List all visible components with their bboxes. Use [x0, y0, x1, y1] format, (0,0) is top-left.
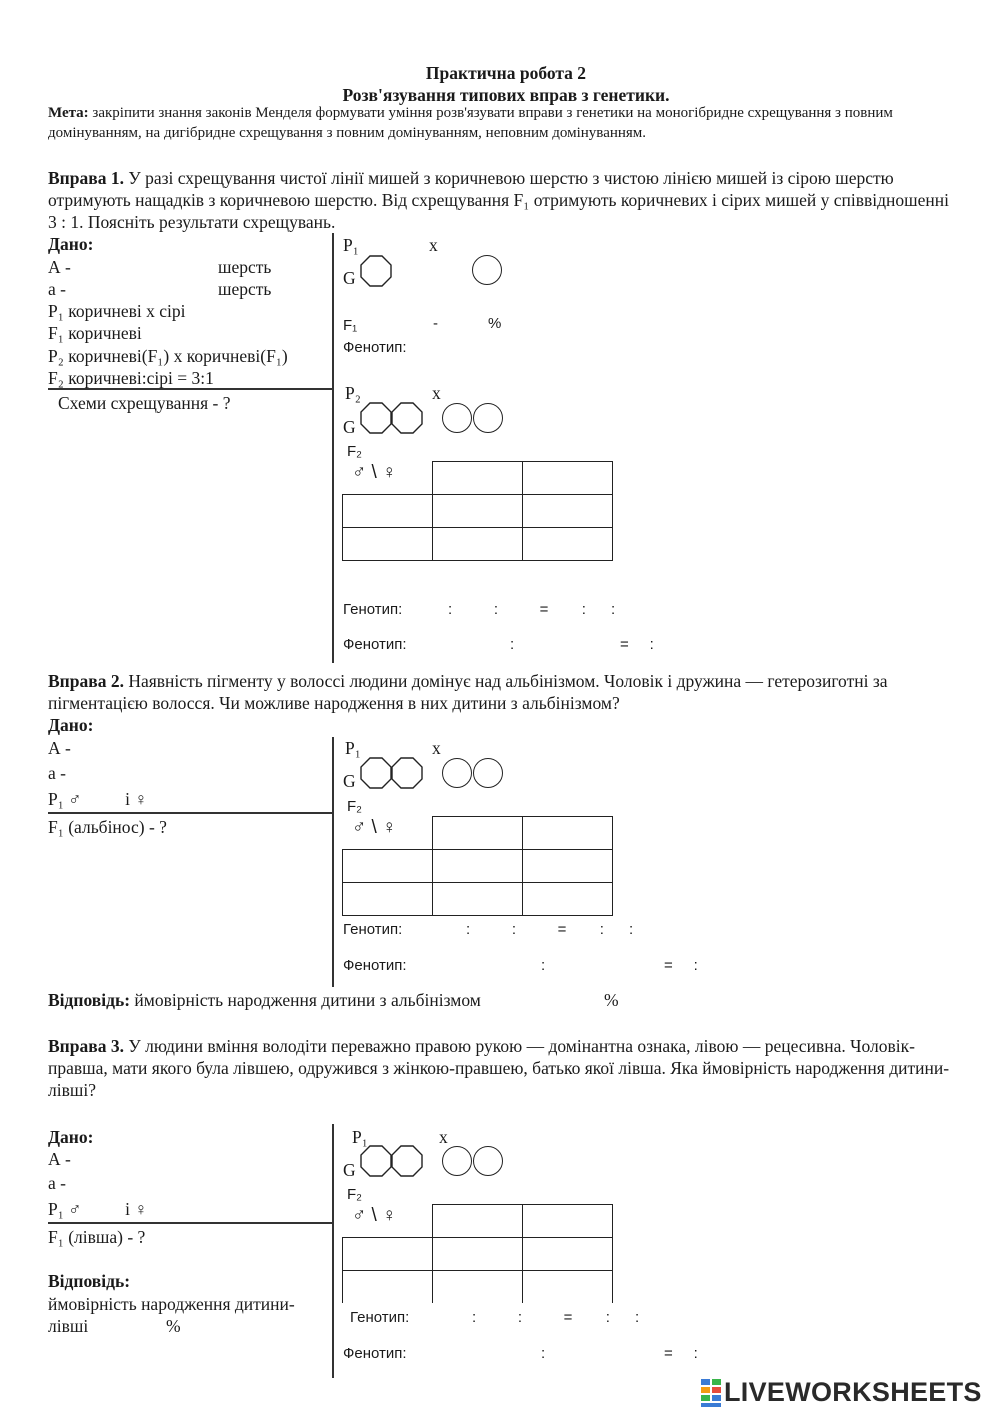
ex1-cell[interactable]	[433, 462, 523, 495]
ex1-p2-symbol: P₂	[345, 383, 361, 403]
ex3-punnett-grid	[342, 1204, 613, 1303]
ex2-answer-text: ймовірність народження дитини з альбінізмом	[130, 990, 481, 1010]
ex3-label: Вправа 3.	[48, 1036, 124, 1056]
ex3-cell[interactable]	[343, 1271, 433, 1304]
ex3-answer-label: Відповідь:	[48, 1271, 131, 1291]
goal-paragraph	[48, 103, 953, 143]
ex2-cell[interactable]	[343, 883, 433, 916]
ex1-gamete-2[interactable]	[391, 402, 423, 434]
ex2-phenotype-eq: = :	[664, 957, 698, 974]
ex1-cell[interactable]	[523, 495, 613, 528]
ex1-vertical-divider	[332, 233, 334, 663]
ex2-answer-pct: %	[604, 990, 619, 1010]
ex2-answer	[48, 989, 481, 1011]
ex2-genotype-marks: : : = : :	[466, 921, 634, 938]
ex1-fur-1: шерсть	[218, 257, 272, 277]
ex2-answer-label: Відповідь:	[48, 990, 131, 1010]
ex1-gamete-3[interactable]	[442, 403, 472, 433]
ex2-cell[interactable]	[343, 850, 433, 883]
ex1-gamete-1[interactable]	[360, 402, 392, 434]
ex1-given-label: Дано:	[48, 234, 94, 254]
ex1-phenotype-label: Фенотип:	[343, 636, 407, 653]
ex3-gene-a-lower: а -	[48, 1173, 66, 1193]
ex1-f1-symbol: F₁	[343, 317, 358, 334]
ex1-label: Вправа 1.	[48, 168, 124, 188]
ex3-phenotype-eq: = :	[664, 1345, 698, 1362]
ex3-p1-symbol: P₁	[352, 1127, 368, 1147]
ex1-genotype-label: Генотип:	[343, 601, 403, 618]
goal-label: Мета:	[48, 105, 89, 121]
ex3-p1-line: P₁ ♂ і ♀	[48, 1199, 148, 1219]
ex2-label: Вправа 2.	[48, 671, 124, 691]
ex2-phenotype-label: Фенотип:	[343, 957, 407, 974]
ex2-gene-a-upper: А -	[48, 738, 71, 758]
liveworksheets-logo-icon	[700, 1378, 722, 1408]
goal-text: закріпити знання законів Менделя формувати уміння розв'язувати вправи з генетики на моногібридне схрещування з повним домінуванням, на дигібридне схрещування з повним домінуванням, неповним домінуванням.	[48, 105, 893, 141]
ex3-given-divider	[48, 1222, 334, 1224]
ex1-p2-line: P₂ коричневі(F₁) х коричневі(F₁)	[48, 346, 288, 366]
ex1-phenotype-eq: = :	[620, 636, 654, 653]
ex1-g2-symbol: G	[343, 417, 356, 437]
ex3-male-female-header: ♂ \ ♀	[352, 1205, 397, 1226]
ex1-cell[interactable]	[433, 495, 523, 528]
ex1-p1-symbol: P₁	[343, 235, 359, 255]
ex3-answer-line1: ймовірність народження дитини-	[48, 1294, 295, 1314]
ex2-cross: х	[432, 738, 441, 758]
ex1-p1-line: P₁ коричневі х сірі	[48, 301, 186, 321]
ex2-cell[interactable]	[523, 850, 613, 883]
ex2-given-label: Дано:	[48, 715, 94, 735]
ex2-cell[interactable]	[523, 883, 613, 916]
ex3-cell[interactable]	[523, 1238, 613, 1271]
ex3-cell[interactable]	[433, 1205, 523, 1238]
ex2-male-female-header: ♂ \ ♀	[352, 817, 397, 838]
ex2-gamete-4[interactable]	[473, 758, 503, 788]
ex1-cell[interactable]	[343, 528, 433, 561]
ex1-f2-line: F₂ коричневі:сірі = 3:1	[48, 368, 214, 388]
ex2-gene-a-lower: а -	[48, 763, 66, 783]
ex1-g1-symbol: G	[343, 268, 356, 288]
ex1-statement	[48, 167, 953, 233]
ex2-given-divider	[48, 812, 334, 814]
ex3-answer-line2: лівші	[48, 1316, 89, 1336]
ex2-g-symbol: G	[343, 771, 356, 791]
page-subtitle: Розв'язування типових вправ з генетики.	[342, 85, 670, 105]
ex3-gamete-3[interactable]	[442, 1146, 472, 1176]
ex1-punnett-grid	[342, 461, 613, 561]
ex1-f1-dash: -	[433, 315, 438, 332]
ex2-cell[interactable]	[433, 883, 523, 916]
ex3-text: У людини вміння володіти переважно правою рукою — домінантна ознака, лівою — рецесивна. Чоловік-правша, мати якого була лівшею, одружився з жінкою-правшею, батько якої лівша. Яка ймовірність народження дитини-лівші?	[48, 1036, 950, 1100]
ex1-gene-a-upper: А -	[48, 257, 71, 277]
ex3-cross: х	[439, 1127, 448, 1147]
ex3-cell[interactable]	[343, 1238, 433, 1271]
ex1-gene-a-lower: а -	[48, 279, 66, 299]
ex3-f2-symbol: F₂	[347, 1186, 362, 1203]
ex2-statement	[48, 670, 963, 714]
ex1-f1-pct: %	[488, 315, 502, 332]
ex2-p1-line: P₁ ♂ і ♀	[48, 789, 148, 809]
ex3-genotype-label: Генотип:	[350, 1308, 413, 1328]
ex1-cross-2: х	[432, 383, 441, 403]
ex2-gamete-2[interactable]	[391, 757, 423, 789]
ex1-question: Схеми схрещування - ?	[58, 393, 231, 413]
ex3-cell[interactable]	[523, 1205, 613, 1238]
ex3-phenotype-colon: :	[541, 1345, 546, 1362]
ex2-cell[interactable]	[523, 817, 613, 850]
ex1-phenotype-colon: :	[510, 636, 515, 653]
ex1-cell[interactable]	[523, 528, 613, 561]
ex3-question: F₁ (лівша) - ?	[48, 1227, 146, 1247]
ex3-gamete-4[interactable]	[473, 1146, 503, 1176]
ex1-phenotype-f1-label: Фенотип:	[343, 339, 407, 356]
page-title: Практична робота 2	[425, 63, 587, 83]
ex2-cell[interactable]	[433, 817, 523, 850]
ex1-f2-symbol: F₂	[347, 443, 362, 460]
ex1-genotype-marks: : : = : :	[448, 601, 616, 618]
ex2-cell[interactable]	[433, 850, 523, 883]
ex3-phenotype-label: Фенотип:	[343, 1345, 407, 1362]
ex3-cell[interactable]	[523, 1271, 613, 1304]
ex1-f1-line: F₁ коричневі	[48, 323, 142, 343]
ex1-given-divider	[48, 388, 334, 390]
ex1-fur-2: шерсть	[218, 279, 272, 299]
ex1-cell[interactable]	[343, 495, 433, 528]
ex1-cross-1: х	[429, 235, 438, 255]
ex3-cell[interactable]	[433, 1271, 523, 1304]
ex1-gamete-p1-female[interactable]	[472, 255, 502, 285]
ex2-phenotype-colon: :	[541, 957, 546, 974]
ex1-gamete-4[interactable]	[473, 403, 503, 433]
ex3-g-symbol: G	[343, 1160, 356, 1180]
ex3-gene-a-upper: А -	[48, 1149, 71, 1169]
ex2-punnett-grid	[342, 816, 613, 916]
ex2-p1-symbol: P₁	[345, 738, 361, 758]
ex3-answer-pct: %	[166, 1316, 181, 1336]
ex2-question: F₁ (альбінос) - ?	[48, 817, 167, 837]
ex1-cell[interactable]	[433, 528, 523, 561]
ex2-vertical-divider	[332, 737, 334, 987]
ex1-gamete-p1-male[interactable]	[360, 255, 392, 287]
ex2-genotype-label: Генотип:	[343, 921, 403, 938]
ex2-f2-symbol: F₂	[347, 798, 362, 815]
ex1-text: У разі схрещування чистої лінії мишей з коричневою шерстю з чистою лінією мишей із сірою шерстю отримують нащадків з коричневою шерстю. Від схрещування F₁ отримують коричневих і сірих мишей у співвідношенні 3 : 1. Поясніть результати схрещувань.	[48, 168, 949, 232]
ex1-cell[interactable]	[523, 462, 613, 495]
ex2-gamete-3[interactable]	[442, 758, 472, 788]
ex3-gamete-2[interactable]	[391, 1145, 423, 1177]
ex3-statement	[48, 1035, 953, 1101]
ex2-gamete-1[interactable]	[360, 757, 392, 789]
ex3-given-label: Дано:	[48, 1127, 94, 1147]
ex2-text: Наявність пігменту у волоссі людини домінує над альбінізмом. Чоловік і дружина — гетерозиготні за пігментацією волосся. Чи можливе народження в них дитини з альбінізмом?	[48, 671, 888, 713]
ex3-vertical-divider	[332, 1124, 334, 1378]
ex3-gamete-1[interactable]	[360, 1145, 392, 1177]
ex3-cell[interactable]	[433, 1238, 523, 1271]
ex3-genotype-marks: : : = : :	[472, 1309, 640, 1326]
ex1-male-female-header: ♂ \ ♀	[352, 462, 397, 483]
liveworksheets-brand[interactable]: LIVEWORKSHEETS	[724, 1377, 982, 1407]
